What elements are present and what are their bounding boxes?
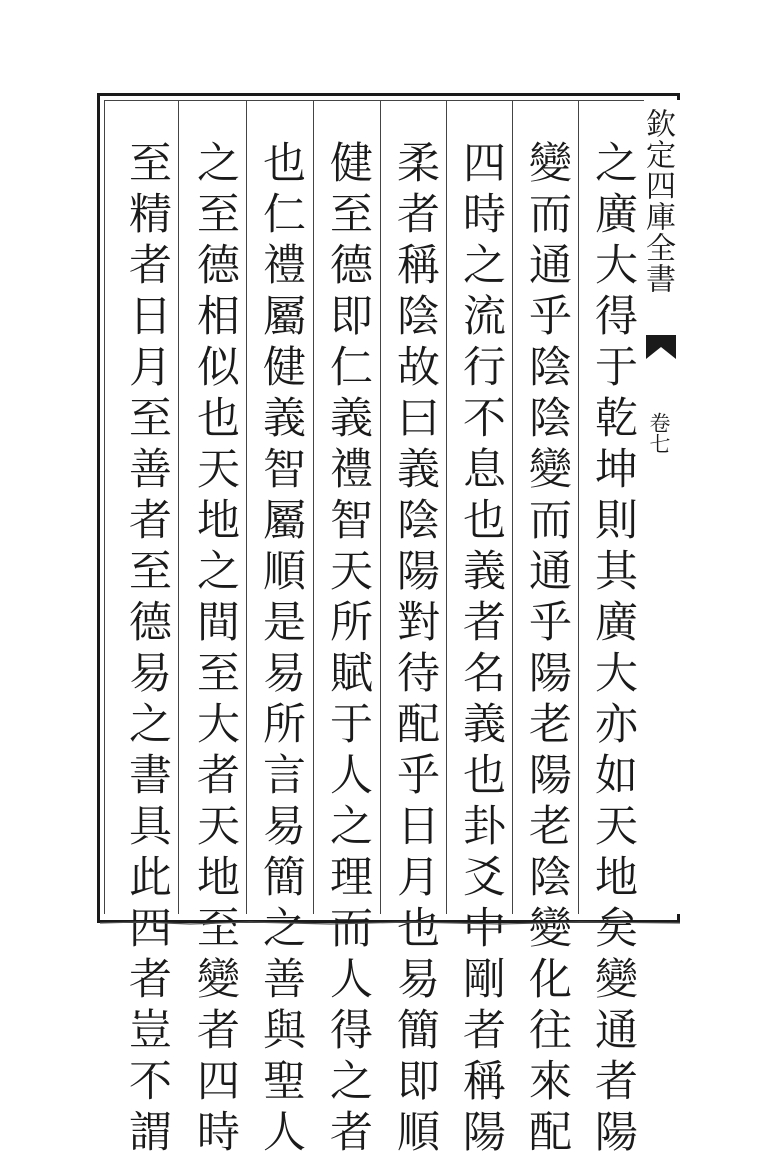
text-column-6: 也仁禮屬健義智屬順是易所言易簡之善與聖人 [256, 140, 306, 1160]
text-column-3: 四時之流行不息也義者名義也卦爻中剛者稱陽 [456, 140, 506, 1160]
column-rule [246, 100, 247, 914]
text-column-5: 健至德即仁義禮智天所賦于人之理而人得之者 [323, 140, 373, 1160]
column-rule [313, 100, 314, 914]
column-rule [178, 100, 179, 914]
scan-edge-noise [100, 920, 680, 926]
text-column-7: 之至德相似也天地之間至大者天地至變者四時 [190, 140, 240, 1160]
column-rule [380, 100, 381, 914]
margin-book-title: 欽定四庫全書 [640, 108, 675, 294]
margin-volume-number: 卷七 [647, 412, 671, 454]
column-rule [446, 100, 447, 914]
text-column-2: 變而通乎陰陰變而通乎陽老陽老陰變化往來配 [522, 140, 572, 1160]
text-column-1: 之廣大得于乾坤則其廣大亦如天地矣變通者陽 [588, 140, 638, 1160]
column-rule [512, 100, 513, 914]
text-column-4: 柔者稱陰故曰義陰陽對待配乎日月也易簡即順 [390, 140, 440, 1160]
column-rule [578, 100, 579, 914]
text-column-8: 至精者日月至善者至德易之書具此四者豈不謂 [122, 140, 172, 1160]
fishtail-mark-icon [646, 335, 676, 359]
